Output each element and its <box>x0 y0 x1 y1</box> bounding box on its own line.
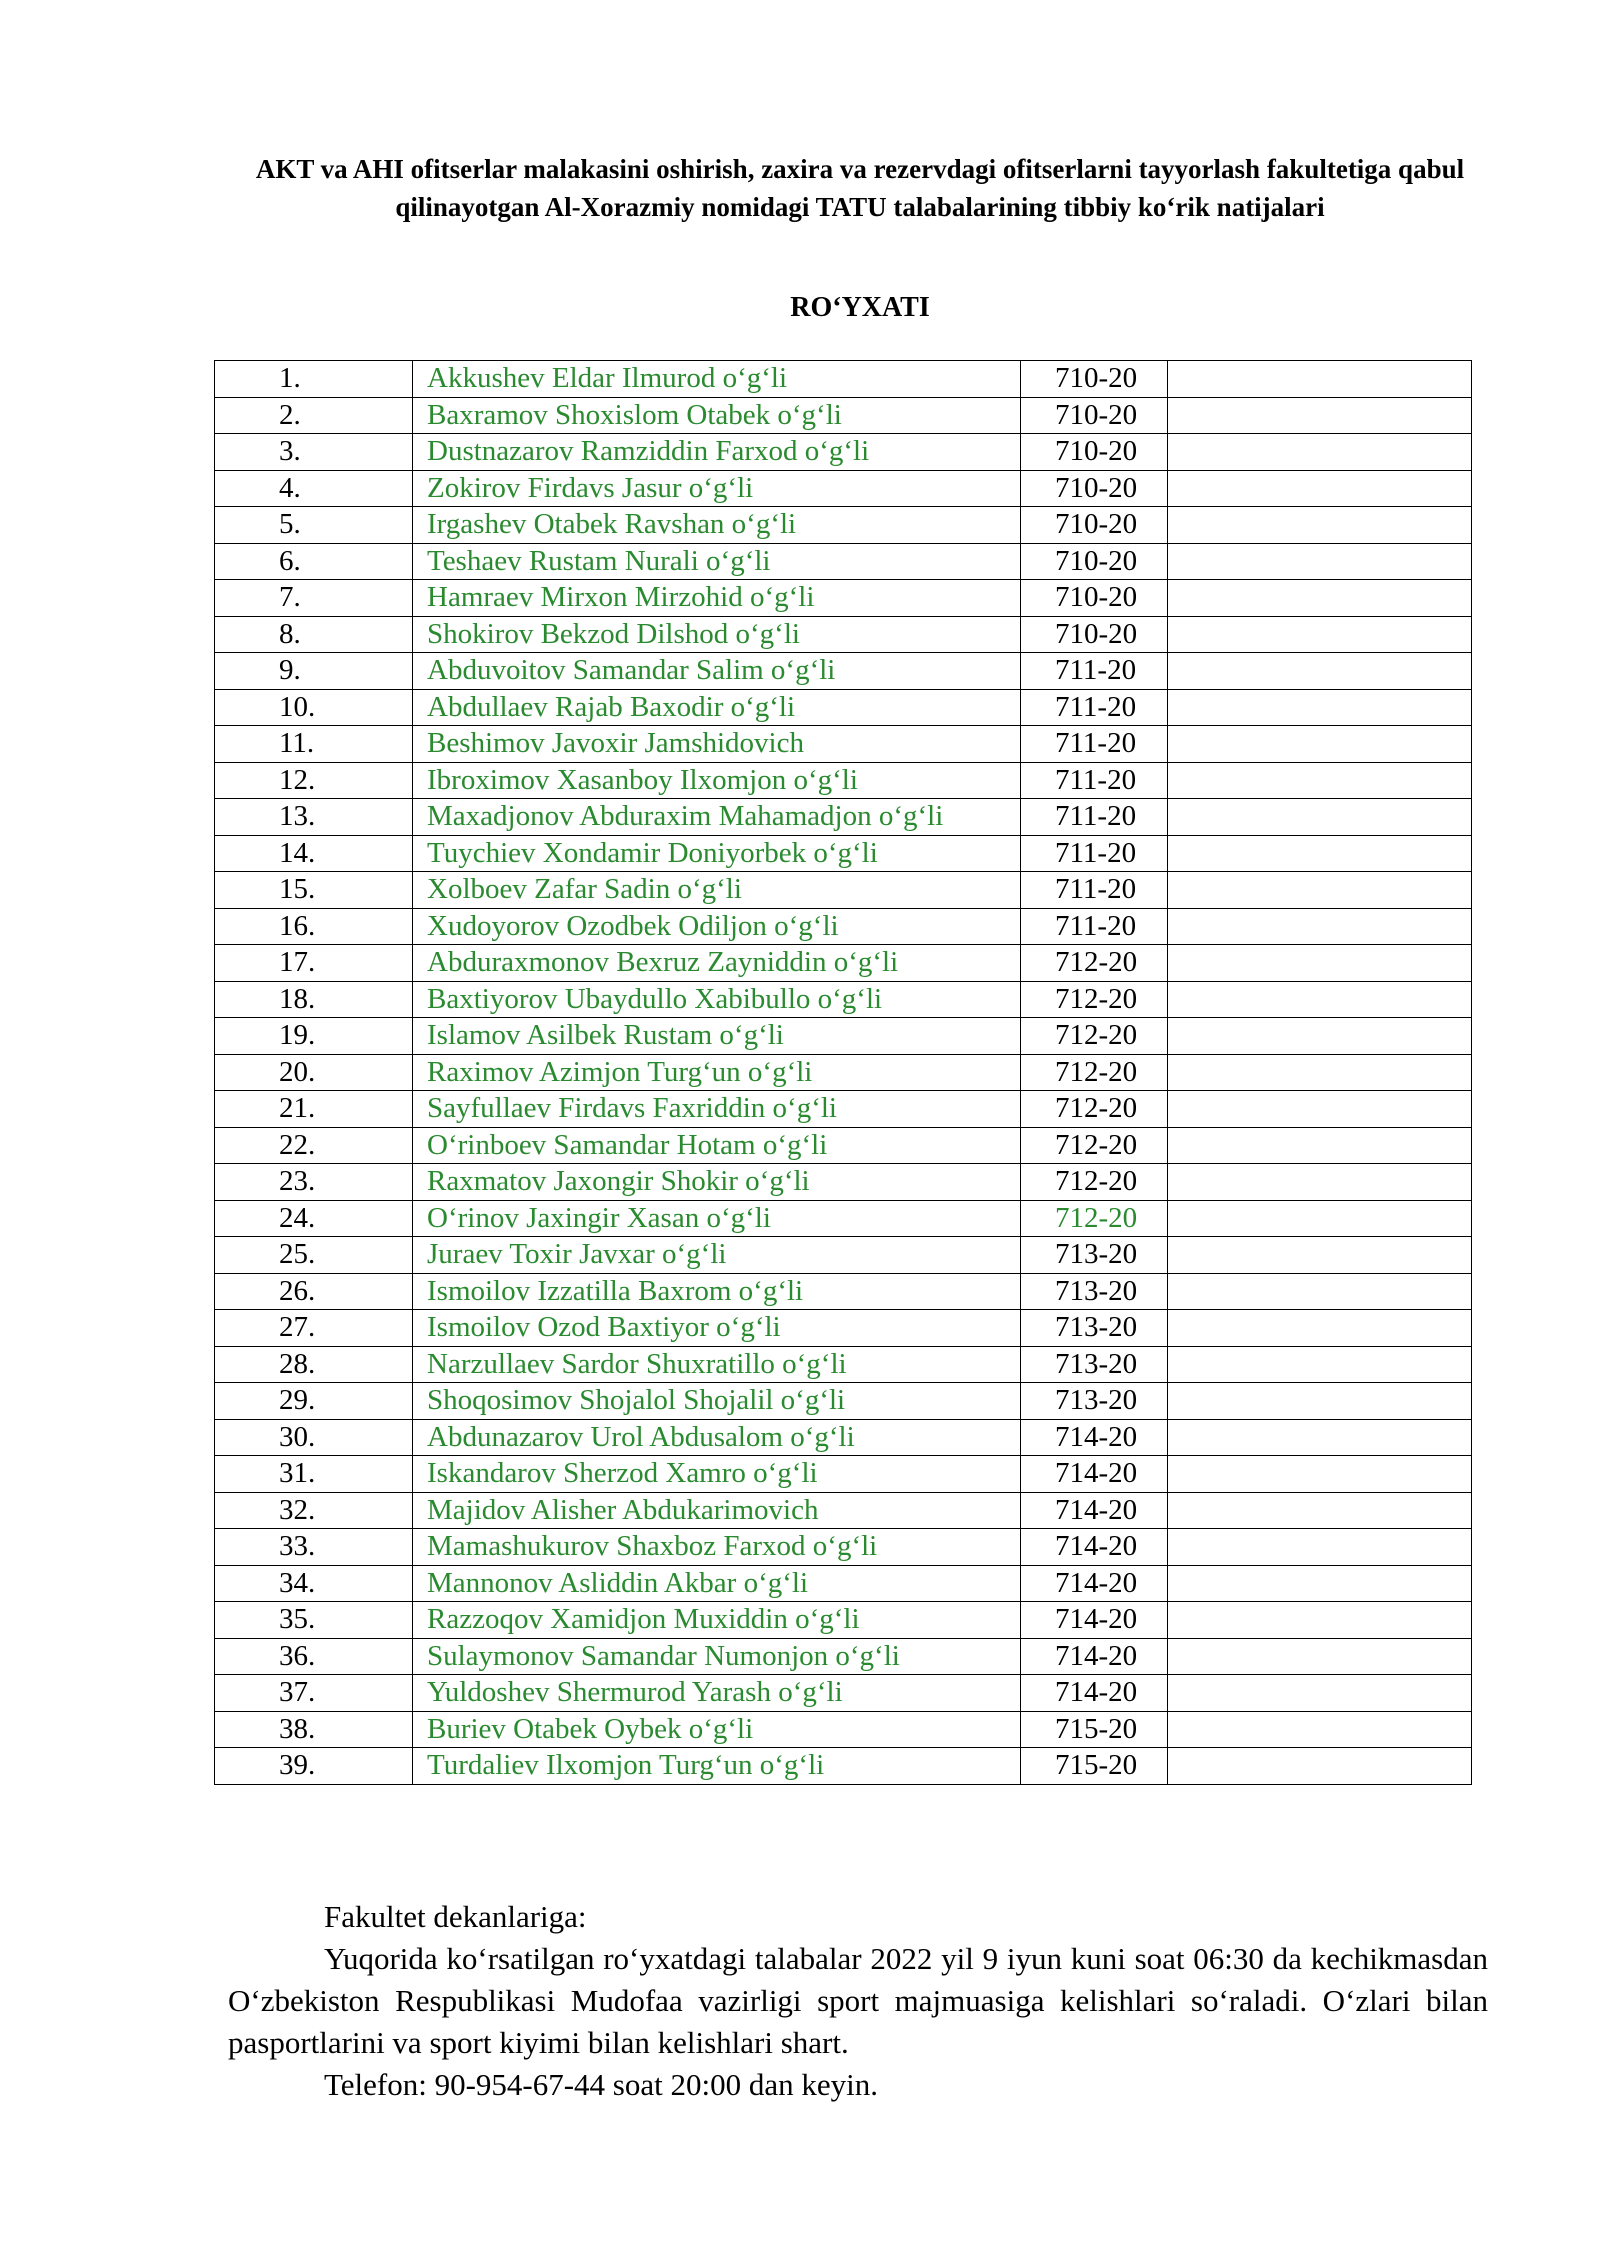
result-cell <box>1168 799 1472 836</box>
table-row <box>215 1200 1472 1237</box>
table-row <box>215 470 1472 507</box>
row-number: 39. <box>215 1748 413 1785</box>
row-number: 30. <box>215 1419 413 1456</box>
table-row <box>215 1091 1472 1128</box>
student-roster-table <box>214 360 1472 1785</box>
table-row <box>215 835 1472 872</box>
result-cell <box>1168 507 1472 544</box>
table-row <box>215 1237 1472 1274</box>
table-row <box>215 1492 1472 1529</box>
row-number: 12. <box>215 762 413 799</box>
result-cell <box>1168 1164 1472 1201</box>
notice-block <box>228 1896 1488 2106</box>
student-name: Sulaymonov Samandar Numonjon oʻgʻli <box>413 1638 1021 1675</box>
student-group: 713-20 <box>1021 1346 1168 1383</box>
result-cell <box>1168 1565 1472 1602</box>
student-group: 712-20 <box>1021 1018 1168 1055</box>
row-number: 1. <box>215 361 413 398</box>
table-row <box>215 1273 1472 1310</box>
row-number: 18. <box>215 981 413 1018</box>
student-group: 712-20 <box>1021 981 1168 1018</box>
row-number: 20. <box>215 1054 413 1091</box>
row-number: 28. <box>215 1346 413 1383</box>
table-row <box>215 1310 1472 1347</box>
result-cell <box>1168 1091 1472 1128</box>
student-group: 711-20 <box>1021 689 1168 726</box>
row-number: 5. <box>215 507 413 544</box>
student-name: Shoqosimov Shojalol Shojalil oʻgʻli <box>413 1383 1021 1420</box>
student-group: 712-20 <box>1021 1127 1168 1164</box>
student-group: 710-20 <box>1021 507 1168 544</box>
student-name: Oʻrinboev Samandar Hotam oʻgʻli <box>413 1127 1021 1164</box>
result-cell <box>1168 397 1472 434</box>
student-name: Maxadjonov Abduraxim Mahamadjon oʻgʻli <box>413 799 1021 836</box>
row-number: 24. <box>215 1200 413 1237</box>
student-name: Buriev Otabek Oybek oʻgʻli <box>413 1711 1021 1748</box>
student-group: 712-20 <box>1021 1200 1168 1237</box>
student-name: Juraev Toxir Javxar oʻgʻli <box>413 1237 1021 1274</box>
table-row <box>215 872 1472 909</box>
result-cell <box>1168 1456 1472 1493</box>
student-group: 710-20 <box>1021 434 1168 471</box>
row-number: 36. <box>215 1638 413 1675</box>
student-group: 714-20 <box>1021 1529 1168 1566</box>
table-row <box>215 361 1472 398</box>
row-number: 23. <box>215 1164 413 1201</box>
result-cell <box>1168 1638 1472 1675</box>
result-cell <box>1168 726 1472 763</box>
result-cell <box>1168 872 1472 909</box>
list-subtitle: ROʻYXATI <box>790 292 930 323</box>
row-number: 22. <box>215 1127 413 1164</box>
result-cell <box>1168 1419 1472 1456</box>
result-cell <box>1168 470 1472 507</box>
table-row <box>215 1127 1472 1164</box>
student-name: Razzoqov Xamidjon Muxiddin oʻgʻli <box>413 1602 1021 1639</box>
student-group: 712-20 <box>1021 1091 1168 1128</box>
table-row <box>215 1638 1472 1675</box>
student-group: 712-20 <box>1021 1054 1168 1091</box>
student-group: 710-20 <box>1021 543 1168 580</box>
row-number: 25. <box>215 1237 413 1274</box>
student-group: 714-20 <box>1021 1638 1168 1675</box>
student-name: Iskandarov Sherzod Xamro oʻgʻli <box>413 1456 1021 1493</box>
result-cell <box>1168 1018 1472 1055</box>
row-number: 9. <box>215 653 413 690</box>
student-name: Sayfullaev Firdavs Faxriddin oʻgʻli <box>413 1091 1021 1128</box>
table-row <box>215 580 1472 617</box>
row-number: 27. <box>215 1310 413 1347</box>
result-cell <box>1168 1346 1472 1383</box>
row-number: 13. <box>215 799 413 836</box>
row-number: 35. <box>215 1602 413 1639</box>
student-group: 710-20 <box>1021 361 1168 398</box>
row-number: 31. <box>215 1456 413 1493</box>
result-cell <box>1168 835 1472 872</box>
student-name: Narzullaev Sardor Shuxratillo oʻgʻli <box>413 1346 1021 1383</box>
table-row <box>215 726 1472 763</box>
result-cell <box>1168 1054 1472 1091</box>
result-cell <box>1168 1492 1472 1529</box>
student-name: Beshimov Javoxir Jamshidovich <box>413 726 1021 763</box>
student-name: Abduvoitov Samandar Salim oʻgʻli <box>413 653 1021 690</box>
row-number: 10. <box>215 689 413 726</box>
student-name: Zokirov Firdavs Jasur oʻgʻli <box>413 470 1021 507</box>
student-group: 710-20 <box>1021 580 1168 617</box>
student-group: 714-20 <box>1021 1565 1168 1602</box>
document-title: AKT va AHI ofitserlar malakasini oshirish, zaxira va rezervdagi ofitserlarni tayyorlash fakultetiga qabul qilinayotgan Al-Xorazmiy nomidagi TATU talabalarining tibbiy koʻrik natijalari <box>255 154 1465 222</box>
student-group: 711-20 <box>1021 726 1168 763</box>
notice-body: Yuqorida koʻrsatilgan roʻyxatdagi talabalar 2022 yil 9 iyun kuni soat 06:30 da kechikmasdan Oʻzbekiston Respublikasi Mudofaa vazirligi sport majmuasiga kelishlari soʻraladi. Oʻzlari bilan pasportlarini va sport kiyimi bilan kelishlari shart. <box>228 1941 1488 2060</box>
student-name: Ibroximov Xasanboy Ilxomjon oʻgʻli <box>413 762 1021 799</box>
roster-body <box>215 361 1472 1785</box>
row-number: 14. <box>215 835 413 872</box>
student-name: Ismoilov Ozod Baxtiyor oʻgʻli <box>413 1310 1021 1347</box>
student-group: 711-20 <box>1021 908 1168 945</box>
student-name: Tuychiev Xondamir Doniyorbek oʻgʻli <box>413 835 1021 872</box>
student-name: Mamashukurov Shaxboz Farxod oʻgʻli <box>413 1529 1021 1566</box>
row-number: 11. <box>215 726 413 763</box>
student-group: 712-20 <box>1021 945 1168 982</box>
result-cell <box>1168 1748 1472 1785</box>
table-row <box>215 799 1472 836</box>
result-cell <box>1168 1529 1472 1566</box>
student-name: Abdunazarov Urol Abdusalom oʻgʻli <box>413 1419 1021 1456</box>
result-cell <box>1168 543 1472 580</box>
row-number: 19. <box>215 1018 413 1055</box>
table-row <box>215 653 1472 690</box>
table-row <box>215 616 1472 653</box>
result-cell <box>1168 653 1472 690</box>
result-cell <box>1168 1383 1472 1420</box>
row-number: 4. <box>215 470 413 507</box>
student-name: Yuldoshev Shermurod Yarash oʻgʻli <box>413 1675 1021 1712</box>
row-number: 29. <box>215 1383 413 1420</box>
result-cell <box>1168 762 1472 799</box>
table-row <box>215 1456 1472 1493</box>
student-group: 714-20 <box>1021 1492 1168 1529</box>
table-row <box>215 1018 1472 1055</box>
row-number: 17. <box>215 945 413 982</box>
student-name: Shokirov Bekzod Dilshod oʻgʻli <box>413 616 1021 653</box>
row-number: 21. <box>215 1091 413 1128</box>
table-row <box>215 1675 1472 1712</box>
row-number: 2. <box>215 397 413 434</box>
table-row <box>215 945 1472 982</box>
notice-phone: Telefon: 90-954-67-44 soat 20:00 dan keyin. <box>324 2067 878 2102</box>
table-row <box>215 1164 1472 1201</box>
student-group: 713-20 <box>1021 1273 1168 1310</box>
student-group: 713-20 <box>1021 1310 1168 1347</box>
student-group: 711-20 <box>1021 835 1168 872</box>
student-group: 715-20 <box>1021 1711 1168 1748</box>
student-name: Majidov Alisher Abdukarimovich <box>413 1492 1021 1529</box>
result-cell <box>1168 908 1472 945</box>
table-row <box>215 689 1472 726</box>
result-cell <box>1168 689 1472 726</box>
student-group: 711-20 <box>1021 872 1168 909</box>
student-name: Islamov Asilbek Rustam oʻgʻli <box>413 1018 1021 1055</box>
student-name: Akkushev Eldar Ilmurod oʻgʻli <box>413 361 1021 398</box>
student-name: Turdaliev Ilxomjon Turgʻun oʻgʻli <box>413 1748 1021 1785</box>
table-row <box>215 1748 1472 1785</box>
table-row <box>215 762 1472 799</box>
student-group: 710-20 <box>1021 397 1168 434</box>
student-name: Xudoyorov Ozodbek Odiljon oʻgʻli <box>413 908 1021 945</box>
student-name: Ismoilov Izzatilla Baxrom oʻgʻli <box>413 1273 1021 1310</box>
result-cell <box>1168 1675 1472 1712</box>
student-name: Abduraxmonov Bexruz Zayniddin oʻgʻli <box>413 945 1021 982</box>
result-cell <box>1168 361 1472 398</box>
student-group: 711-20 <box>1021 653 1168 690</box>
student-group: 713-20 <box>1021 1383 1168 1420</box>
student-name: Xolboev Zafar Sadin oʻgʻli <box>413 872 1021 909</box>
student-group: 714-20 <box>1021 1675 1168 1712</box>
row-number: 7. <box>215 580 413 617</box>
student-name: Irgashev Otabek Ravshan oʻgʻli <box>413 507 1021 544</box>
result-cell <box>1168 945 1472 982</box>
student-name: Oʻrinov Jaxingir Xasan oʻgʻli <box>413 1200 1021 1237</box>
student-group: 714-20 <box>1021 1456 1168 1493</box>
notice-greeting: Fakultet dekanlariga: <box>324 1899 587 1934</box>
student-name: Teshaev Rustam Nurali oʻgʻli <box>413 543 1021 580</box>
student-name: Abdullaev Rajab Baxodir oʻgʻli <box>413 689 1021 726</box>
student-name: Baxtiyorov Ubaydullo Xabibullo oʻgʻli <box>413 981 1021 1018</box>
student-group: 715-20 <box>1021 1748 1168 1785</box>
student-name: Mannonov Asliddin Akbar oʻgʻli <box>413 1565 1021 1602</box>
row-number: 16. <box>215 908 413 945</box>
result-cell <box>1168 1602 1472 1639</box>
student-group: 711-20 <box>1021 799 1168 836</box>
row-number: 38. <box>215 1711 413 1748</box>
result-cell <box>1168 580 1472 617</box>
result-cell <box>1168 981 1472 1018</box>
table-row <box>215 1054 1472 1091</box>
student-name: Dustnazarov Ramziddin Farxod oʻgʻli <box>413 434 1021 471</box>
table-row <box>215 1529 1472 1566</box>
row-number: 37. <box>215 1675 413 1712</box>
result-cell <box>1168 1711 1472 1748</box>
student-name: Raximov Azimjon Turgʻun oʻgʻli <box>413 1054 1021 1091</box>
table-row <box>215 1602 1472 1639</box>
table-row <box>215 981 1472 1018</box>
student-group: 714-20 <box>1021 1419 1168 1456</box>
row-number: 3. <box>215 434 413 471</box>
table-row <box>215 1565 1472 1602</box>
student-group: 712-20 <box>1021 1164 1168 1201</box>
student-group: 713-20 <box>1021 1237 1168 1274</box>
table-row <box>215 1383 1472 1420</box>
student-name: Baxramov Shoxislom Otabek oʻgʻli <box>413 397 1021 434</box>
row-number: 33. <box>215 1529 413 1566</box>
row-number: 8. <box>215 616 413 653</box>
student-name: Raxmatov Jaxongir Shokir oʻgʻli <box>413 1164 1021 1201</box>
row-number: 26. <box>215 1273 413 1310</box>
student-group: 711-20 <box>1021 762 1168 799</box>
student-group: 714-20 <box>1021 1602 1168 1639</box>
result-cell <box>1168 434 1472 471</box>
result-cell <box>1168 1127 1472 1164</box>
table-row <box>215 507 1472 544</box>
table-row <box>215 397 1472 434</box>
row-number: 6. <box>215 543 413 580</box>
result-cell <box>1168 1200 1472 1237</box>
student-group: 710-20 <box>1021 470 1168 507</box>
row-number: 32. <box>215 1492 413 1529</box>
table-row <box>215 1711 1472 1748</box>
row-number: 15. <box>215 872 413 909</box>
result-cell <box>1168 1273 1472 1310</box>
student-group: 710-20 <box>1021 616 1168 653</box>
table-row <box>215 543 1472 580</box>
row-number: 34. <box>215 1565 413 1602</box>
result-cell <box>1168 1310 1472 1347</box>
result-cell <box>1168 1237 1472 1274</box>
table-row <box>215 1346 1472 1383</box>
result-cell <box>1168 616 1472 653</box>
table-row <box>215 434 1472 471</box>
table-row <box>215 908 1472 945</box>
student-name: Hamraev Mirxon Mirzohid oʻgʻli <box>413 580 1021 617</box>
table-row <box>215 1419 1472 1456</box>
